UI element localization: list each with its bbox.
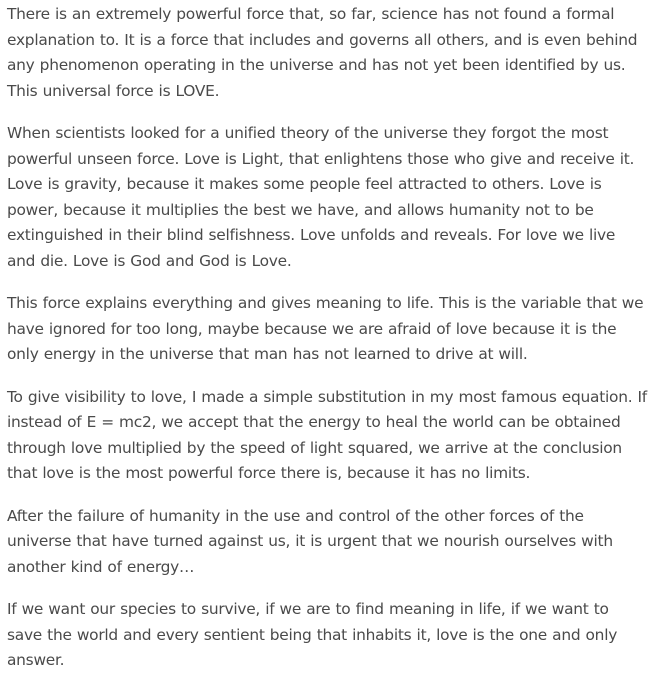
paragraph-4: To give visibility to love, I made a simple substitution in my most famous equation. If instead of E = mc2, we accept that the energy to heal the world can be obtained through love multiplied by the speed of light squared, we arrive at the conclusion that love is the most powerful force there is, because it has no limits. [7,387,647,482]
paragraph-2: When scientists looked for a unified theory of the universe they forgot the most powerful unseen force. Love is Light, that enlightens those who give and receive it. Love is gravity, because it makes some people feel attracted to others. Love is power, because it multiplies the best we have, and allows humanity not to be extinguished in their blind selfishness. Love unfolds and reveals. For love we live and die. Love is God and God is Love. [7,124,635,270]
paragraph-1: There is an extremely powerful force that, so far, science has not found a formal explanation to. It is a force that includes and governs all others, and is even behind any phenomenon operating in the universe and has not yet been identified by us. This universal force is LOVE. [7,5,638,100]
paragraph-3: This force explains everything and gives meaning to life. This is the variable that we have ignored for too long, maybe because we are afraid of love because it is the only energy in the universe that man has not learned to drive at will. [7,294,644,363]
paragraph-6: If we want our species to survive, if we are to find meaning in life, if we want to save the world and every sentient being that inhabits it, love is the one and only answer. [7,600,618,669]
paragraph-5: After the failure of humanity in the use and control of the other forces of the universe that have turned against us, it is urgent that we nourish ourselves with another kind of energy… [7,506,613,576]
